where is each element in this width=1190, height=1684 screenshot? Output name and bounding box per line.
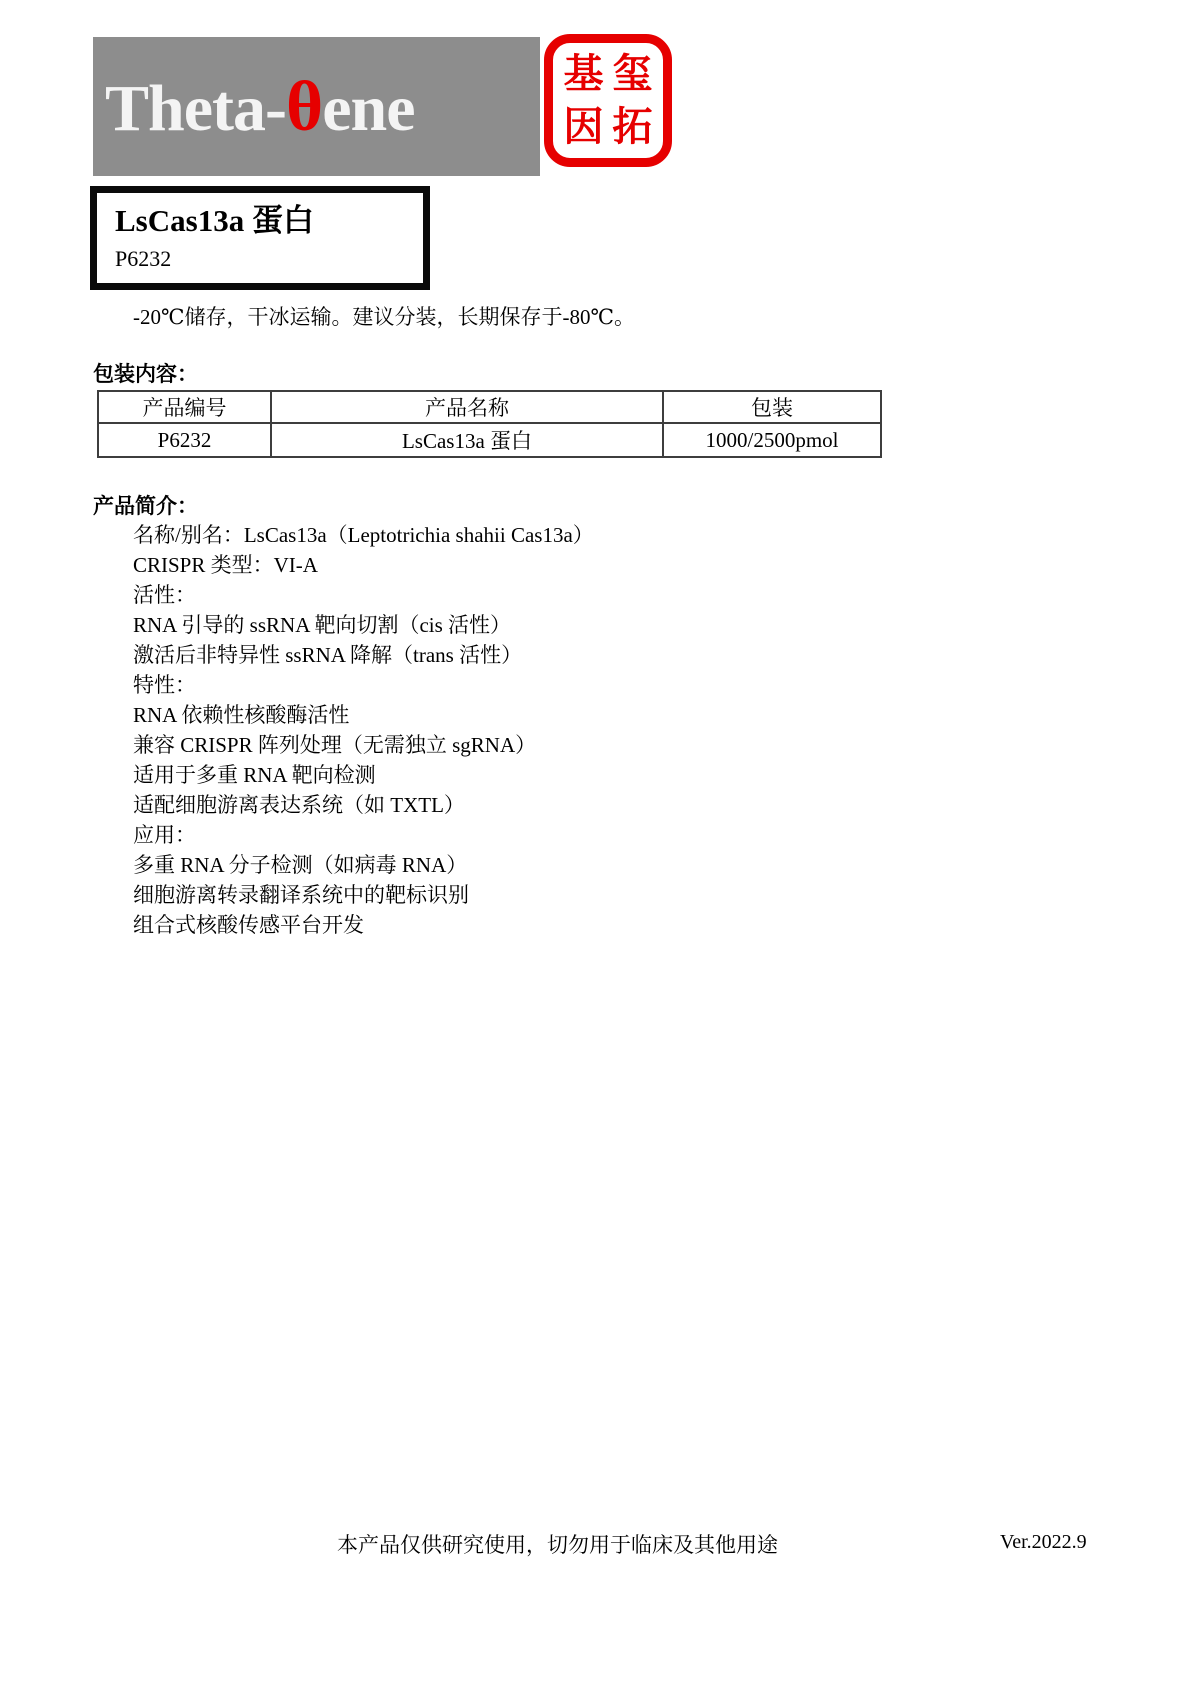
intro-line: 适用于多重 RNA 靶向检测 [133, 763, 376, 787]
intro-line: CRISPR 类型：VI-A [133, 553, 318, 577]
intro-line: 活性： [133, 583, 196, 607]
seal-character: 因 [563, 104, 604, 150]
storage-note: -20℃储存，干冰运输。建议分装，长期保存于-80℃。 [133, 305, 635, 329]
intro-line: 适配细胞游离表达系统（如 TXTL） [133, 793, 465, 817]
company-seal [544, 34, 672, 167]
wordmark-left: Theta- [105, 71, 286, 145]
package-contents-heading: 包装内容： [93, 362, 198, 386]
intro-line: 组合式核酸传感平台开发 [133, 913, 364, 937]
product-intro-list [133, 520, 594, 940]
seal-character: 玺 [612, 50, 653, 96]
company-logo-banner [93, 37, 540, 176]
package-table-row [98, 423, 881, 457]
cell-product-name: LsCas13a 蛋白 [271, 423, 663, 457]
seal-character: 拓 [612, 104, 653, 150]
product-title-box [90, 186, 430, 290]
cell-product-id: P6232 [98, 423, 271, 457]
product-title: LsCas13a 蛋白 [115, 203, 314, 238]
wordmark-right: ene [322, 71, 415, 145]
cell-package: 1000/2500pmol [663, 423, 881, 457]
col-header-product-id: 产品编号 [98, 391, 271, 423]
product-intro-heading: 产品简介： [93, 494, 198, 518]
intro-line: 应用： [133, 823, 196, 847]
col-header-product-name: 产品名称 [271, 391, 663, 423]
footer-disclaimer: 本产品仅供研究使用，切勿用于临床及其他用途 [337, 1533, 778, 1557]
package-table-header-row [98, 391, 881, 423]
version-label: Ver.2022.9 [1000, 1531, 1087, 1553]
package-table [97, 390, 882, 458]
theta-glyph-icon: θ [285, 66, 323, 146]
seal-character: 基 [563, 50, 604, 96]
intro-line: 多重 RNA 分子检测（如病毒 RNA） [133, 853, 468, 877]
intro-line: 激活后非特异性 ssRNA 降解（trans 活性） [133, 643, 523, 667]
col-header-package: 包装 [663, 391, 881, 423]
intro-line: RNA 依赖性核酸酶活性 [133, 703, 350, 727]
intro-line: 名称/别名：LsCas13a（Leptotrichia shahii Cas13a） [133, 523, 594, 547]
intro-line: 特性： [133, 673, 196, 697]
intro-line: 兼容 CRISPR 阵列处理（无需独立 sgRNA） [133, 733, 537, 757]
intro-line: RNA 引导的 ssRNA 靶向切割（cis 活性） [133, 613, 512, 637]
catalog-number: P6232 [115, 245, 172, 271]
company-wordmark [93, 66, 415, 146]
intro-line: 细胞游离转录翻译系统中的靶标识别 [133, 883, 469, 907]
